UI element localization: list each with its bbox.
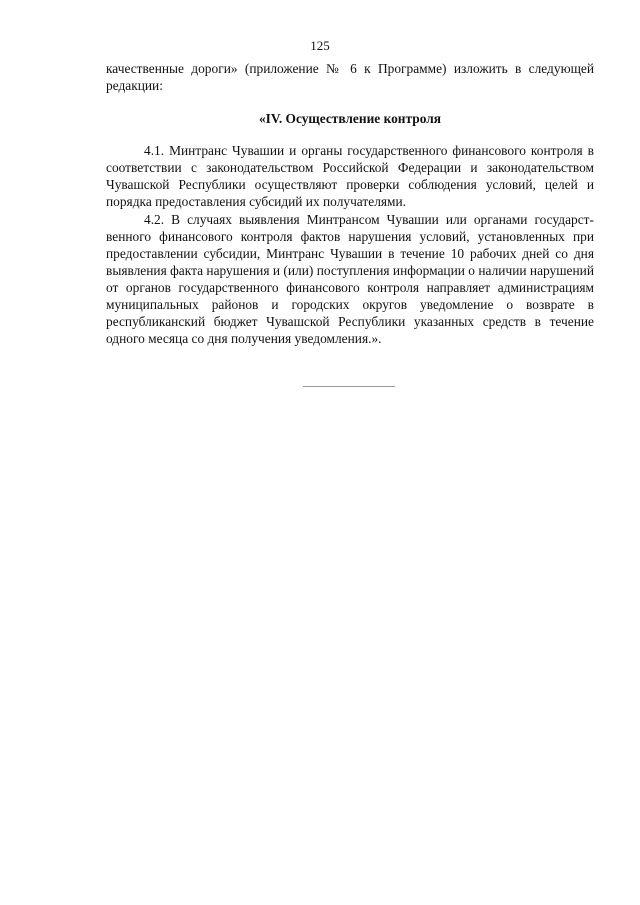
intro-paragraph: качественные дороги» (приложение № 6 к Программе) изложить в следующей редакции: xyxy=(106,61,594,94)
end-separator-line xyxy=(303,386,395,387)
paragraph-4-2: 4.2. В случаях выявления Минтрансом Чувашии или органами государственного финансового контроля фактов нарушения условий, установленных при предоставлении субсидии, Минтранс Чувашии в течение 10 рабочих дней со дня выявления факта нарушения и (или) поступления информации о наличии нарушений от органов государственного финансового контроля направляет администрациям муниципальных районов и городских округов уведомление о возврате в республиканский бюджет Чувашской Республики указанных средств в течение одного месяца со дня получения уведомления.». xyxy=(106,211,594,347)
page-number: 125 xyxy=(310,38,330,53)
section-heading: «IV. Осуществление контроля xyxy=(258,111,441,127)
paragraph-4-1: 4.1. Минтранс Чувашии и органы государственного финансового контроля в соответствии с законодательством Российской Федерации и законодательством Чувашской Республики осуществляют проверки соблюдения условий, целей и порядка предоставления субсидий их получателями. xyxy=(106,143,594,210)
document-body xyxy=(106,60,594,347)
